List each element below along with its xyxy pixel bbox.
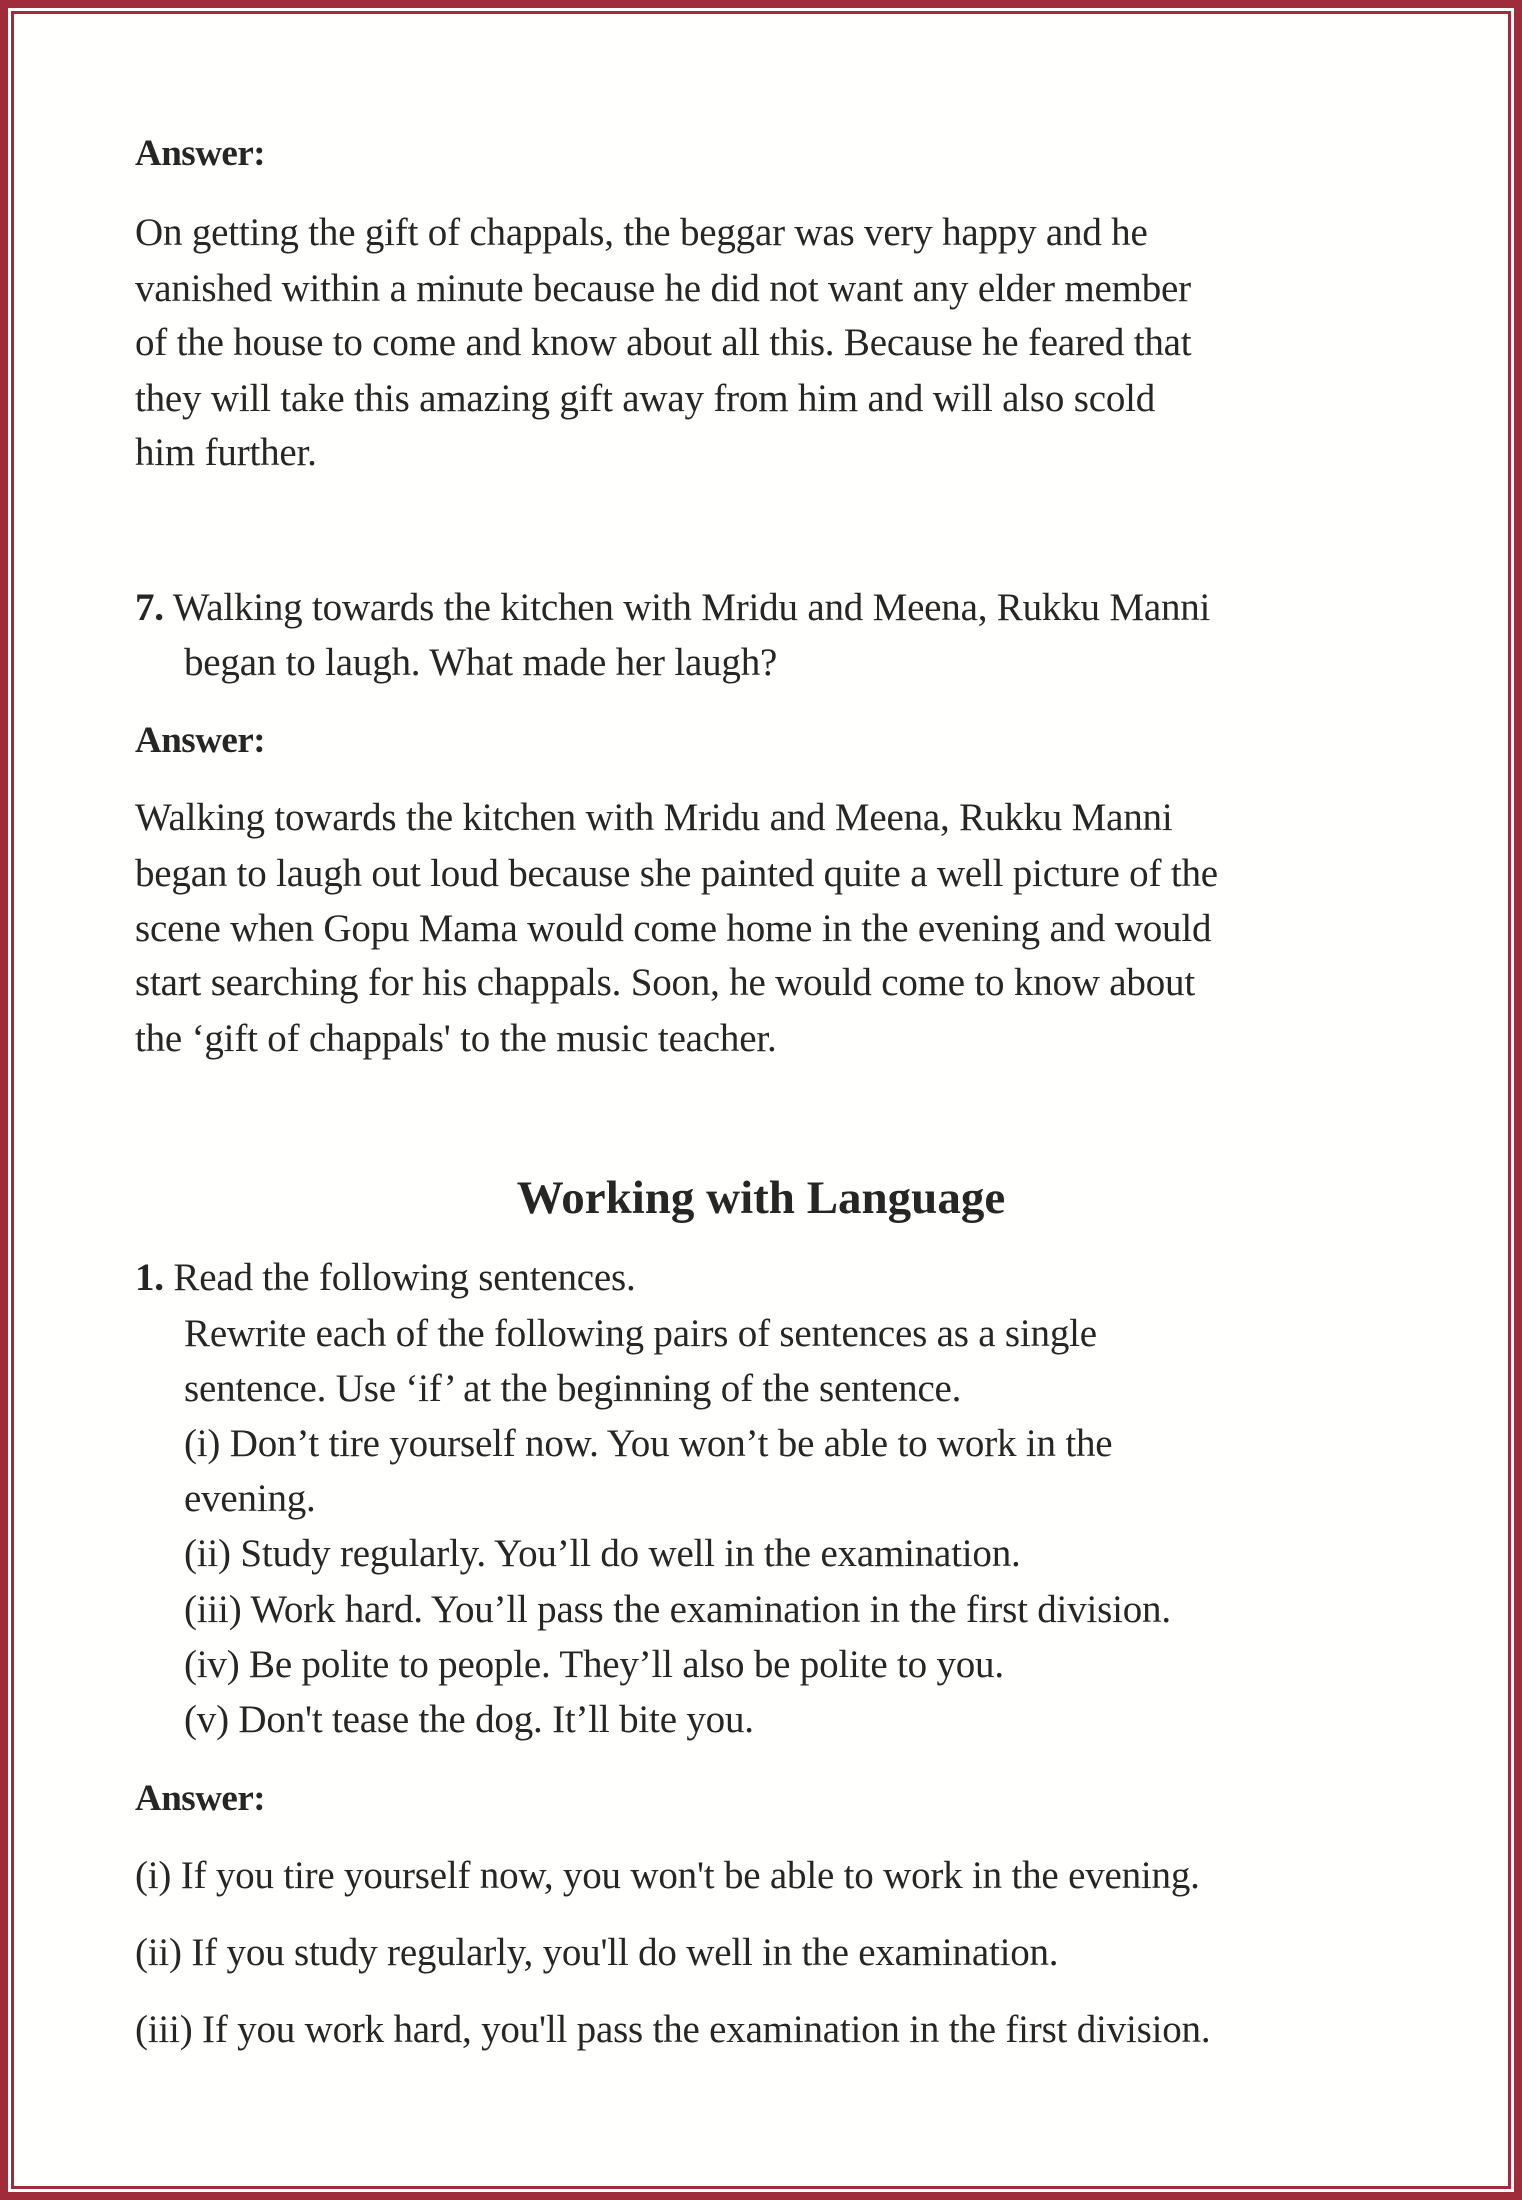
wwl-question-1-item-v: (v) Don't tease the dog. It’ll bite you. [184,1698,754,1741]
wwl-question-1 [135,1254,636,1302]
answer-q7-line-3: scene when Gopu Mama would come home in the evening and would [135,907,1212,950]
answer-q7-line-1: Walking towards the kitchen with Mridu and Meena, Rukku Manni [135,796,1173,839]
question-7-number: 7. [135,586,164,629]
section-heading: Working with Language [516,1172,1006,1224]
wwl-question-1-item-iii: (iii) Work hard. You’ll pass the examination in the first division. [184,1588,1171,1631]
question-7 [135,584,1210,632]
wwl-question-1-line-1: Read the following sentences. [173,1256,636,1299]
answer-label-q6: Answer: [135,133,266,174]
wwl-question-1-item-i-cont: evening. [184,1477,316,1520]
answer-q6-line-2: vanished within a minute because he did not want any elder member [135,267,1191,310]
answer-q6-line-4: they will take this amazing gift away from him and will also scold [135,377,1156,420]
question-7-line-2: began to laugh. What made her laugh? [184,641,778,684]
wwl-question-1-item-i: (i) Don’t tire yourself now. You won’t be able to work in the [184,1422,1113,1465]
question-7-line-1: Walking towards the kitchen with Mridu and Meena, Rukku Manni [172,586,1211,629]
wwl-question-1-item-iv: (iv) Be polite to people. They’ll also be polite to you. [184,1643,1004,1686]
wwl-answer-ii: (ii) If you study regularly, you'll do well in the examination. [135,1931,1059,1974]
wwl-question-1-line-3: sentence. Use ‘if’ at the beginning of the sentence. [184,1367,962,1410]
wwl-answer-iii: (iii) If you work hard, you'll pass the examination in the first division. [135,2008,1211,2051]
answer-q6-line-3: of the house to come and know about all this. Because he feared that [135,321,1192,364]
answer-label-q7: Answer: [135,720,266,761]
answer-q7-line-2: began to laugh out loud because she painted quite a well picture of the [135,852,1218,895]
wwl-question-1-item-ii: (ii) Study regularly. You’ll do well in the examination. [184,1532,1021,1575]
wwl-question-1-line-2: Rewrite each of the following pairs of sentences as a single [184,1312,1097,1355]
answer-q6-line-5: him further. [135,431,317,474]
wwl-answer-i: (i) If you tire yourself now, you won't be able to work in the evening. [135,1854,1200,1897]
answer-q6-line-1: On getting the gift of chappals, the beggar was very happy and he [135,211,1148,254]
answer-label-wwl: Answer: [135,1778,266,1819]
answer-q7-line-5: the ‘gift of chappals' to the music teacher. [135,1017,777,1060]
wwl-question-1-number: 1. [135,1256,164,1299]
answer-q7-line-4: start searching for his chappals. Soon, he would come to know about [135,961,1195,1004]
